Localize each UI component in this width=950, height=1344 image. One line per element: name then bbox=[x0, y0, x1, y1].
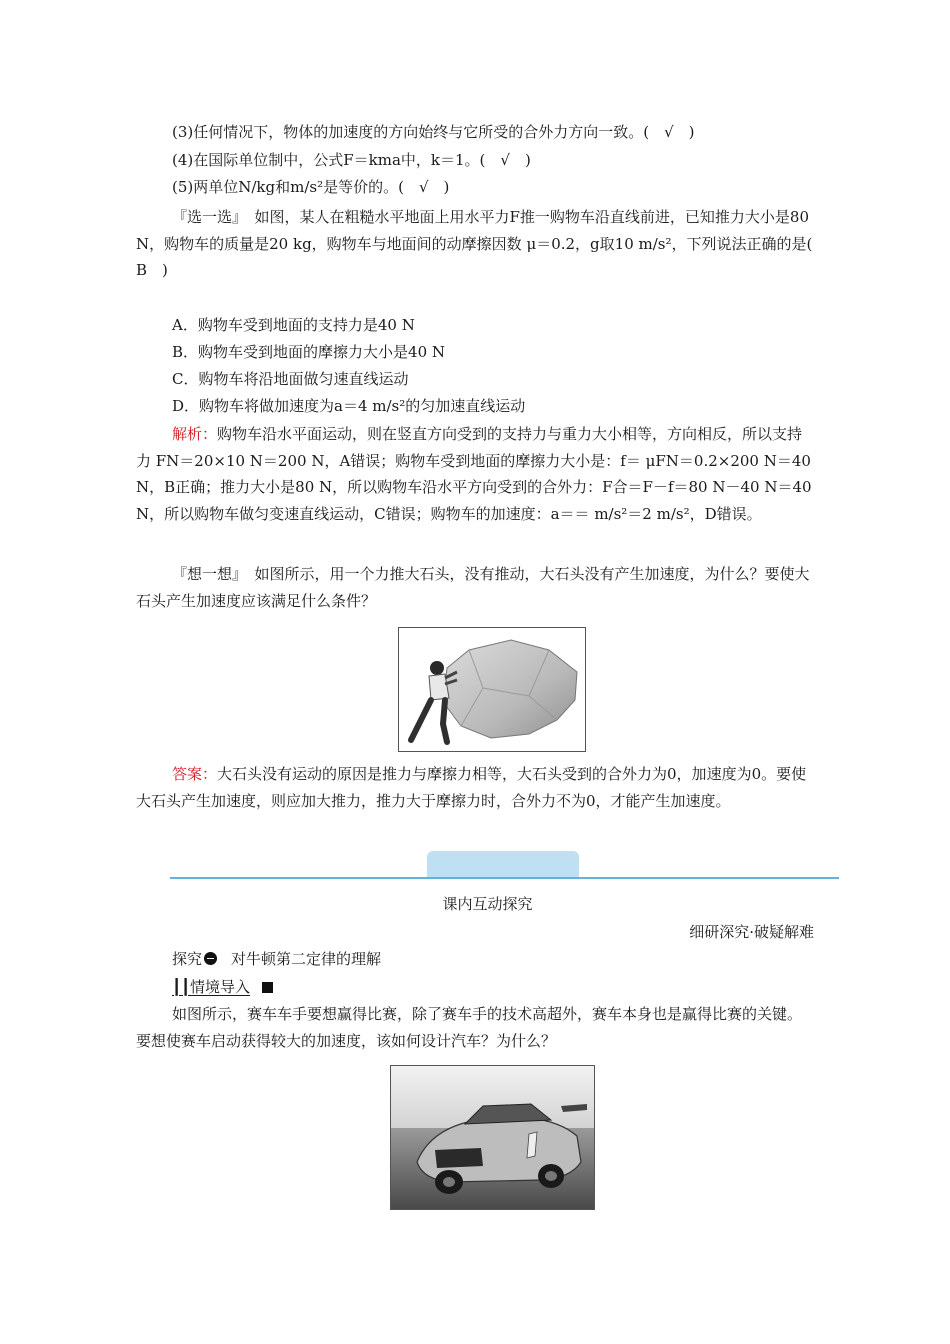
option-a: A．购物车受到地面的支持力是40 N bbox=[172, 316, 415, 334]
judge-item-4: (4)在国际单位制中，公式F＝kma中，k＝1。( √ ) bbox=[172, 151, 531, 169]
section-banner-tab bbox=[427, 851, 579, 878]
option-c: C．购物车将沿地面做匀速直线运动 bbox=[172, 370, 409, 388]
choose-stem: 『选一选』 如图，某人在粗糙水平地面上用水平力F推一购物车沿直线前进，已知推力大小是80 N，购物车的质量是20 kg，购物车与地面间的动摩擦因数 μ＝0.2，g取10 m/s²，下列说法正确的是( B ) bbox=[136, 208, 828, 279]
explore-prefix: 探究 bbox=[172, 950, 203, 968]
scenario-label: ┃┃情境导入 bbox=[172, 978, 251, 996]
judge-item-5: (5)两单位N/kg和m/s²是等价的。( √ ) bbox=[172, 178, 450, 196]
think-answer bbox=[136, 761, 816, 814]
option-b: B．购物车受到地面的摩擦力大小是40 N bbox=[172, 343, 446, 361]
analysis bbox=[136, 421, 816, 527]
section-title: 课内互动探究 bbox=[442, 895, 533, 913]
explore-title: 对牛顿第二定律的理解 bbox=[231, 950, 382, 968]
scenario-heading bbox=[172, 977, 273, 997]
square-icon bbox=[262, 982, 273, 993]
section-banner-rule bbox=[170, 877, 839, 879]
scenario-text: 如图所示，赛车车手要想赢得比赛，除了赛车手的技术高超外，赛车本身也是赢得比赛的关键。要想使赛车启动获得较大的加速度，该如何设计汽车？为什么？ bbox=[136, 1005, 803, 1050]
answer-text: 大石头没有运动的原因是推力与摩擦力相等，大石头受到的合外力为0，加速度为0。要使大石头产生加速度，则应加大推力，推力大于摩擦力时，合外力不为0，才能产生加速度。 bbox=[136, 765, 807, 810]
analysis-text: 购物车沿水平面运动，则在竖直方向受到的支持力与重力大小相等，方向相反，所以支持力 FN＝20×10 N＝200 N，A错误；购物车受到地面的摩擦力大小是：f＝ μFN＝0.2×200 N＝40 N，B正确；推力大小是80 N，所以购物车沿水平方向受到的合外力：F合＝F－f＝80 N－40 N＝40 N，所以购物车做匀变速直线运动，C错误；购物车的加速度：a＝＝ m/s²＝2 m/s²，D错误。 bbox=[136, 425, 812, 523]
answer-label: 答案： bbox=[172, 765, 218, 783]
judge-item-3: (3)任何情况下，物体的加速度的方向始终与它所受的合外力方向一致。( √ ) bbox=[172, 123, 695, 141]
option-d: D．购物车将做加速度为a＝4 m/s²的匀加速直线运动 bbox=[172, 397, 526, 415]
explore-heading bbox=[172, 949, 381, 969]
analysis-label: 解析： bbox=[172, 425, 218, 443]
think-stem: 『想一想』 如图所示，用一个力推大石头，没有推动，大石头没有产生加速度，为什么？要使大石头产生加速度应该满足什么条件？ bbox=[136, 565, 810, 610]
section-subtitle: 细研深究·破疑解难 bbox=[689, 923, 814, 941]
number-one-icon bbox=[204, 952, 217, 965]
race-car-image bbox=[390, 1065, 595, 1210]
rock-push-image bbox=[398, 627, 586, 752]
